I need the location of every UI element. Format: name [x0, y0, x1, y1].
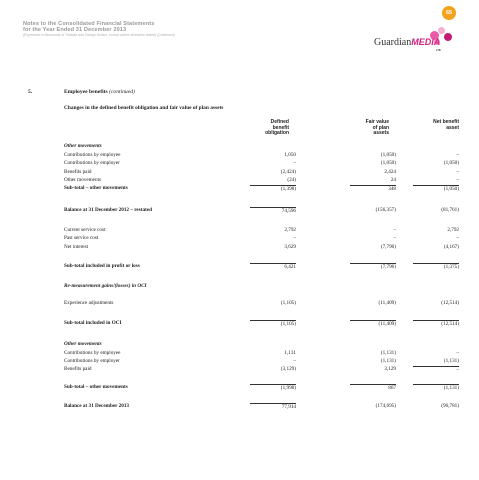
- row-label: Sub-total – other movements: [64, 185, 128, 191]
- row-value: 2,792: [284, 227, 296, 233]
- row-value: (12,514): [413, 320, 459, 327]
- row-value: (11,409): [350, 320, 396, 327]
- row-value: (1,105): [250, 320, 296, 327]
- guardian-media-logo: GuardianMEDIA LTD: [374, 27, 454, 57]
- table-row: [64, 152, 459, 159]
- row-value: 77,914: [250, 403, 296, 410]
- row-value: (1,131): [413, 384, 459, 391]
- table-row: [64, 350, 459, 357]
- table-row: [64, 300, 459, 307]
- table-row: [64, 207, 459, 214]
- row-value: (1,131): [380, 358, 396, 364]
- row-label: Other movements: [64, 341, 102, 347]
- row-value: –: [456, 152, 459, 158]
- row-label: Contributions by employee: [64, 152, 121, 158]
- table-row: [64, 177, 459, 184]
- row-value: (1,105): [280, 300, 296, 306]
- row-value: (1,050): [380, 160, 396, 166]
- row-value: (1,398): [250, 185, 296, 192]
- column-header-fair-value-plan-assets: Fair value of plan assets: [365, 119, 389, 137]
- row-value: (174,695): [375, 403, 396, 409]
- row-value: 1,050: [284, 152, 296, 158]
- row-value: (1,050): [380, 152, 396, 158]
- section-number: 5.: [28, 89, 33, 95]
- row-value: –: [413, 366, 459, 373]
- row-value: 3,129: [384, 366, 396, 372]
- row-value: (12,514): [441, 300, 459, 306]
- row-value: (11,409): [378, 300, 396, 306]
- row-value: 348: [350, 185, 396, 192]
- row-value: (1,131): [380, 350, 396, 356]
- row-label: Sub-total included in profit or loss: [64, 263, 140, 269]
- row-label: Balance at 31 December 2012 – restated: [64, 207, 152, 213]
- row-value: 867: [350, 384, 396, 391]
- row-value: (1,050): [443, 160, 459, 166]
- row-value: –: [293, 358, 296, 364]
- row-value: (1,998): [250, 384, 296, 391]
- row-value: (1,375): [413, 263, 459, 270]
- section-title: Employee benefits (continued): [64, 89, 135, 95]
- page-number-badge: 65: [442, 6, 456, 20]
- table-row: [64, 185, 459, 192]
- row-label: Experience adjustments: [64, 300, 114, 306]
- row-value: (7,796): [350, 263, 396, 270]
- table-row: [64, 358, 459, 365]
- header-note: (Expressed in thousands of Trinidad and Tobago Dollars, except where otherwise stated) (Continued): [23, 33, 175, 37]
- row-label: Past service cost: [64, 235, 99, 241]
- row-value: 74,596: [250, 207, 296, 214]
- row-value: (24): [287, 177, 296, 183]
- row-value: 2,424: [384, 169, 396, 175]
- row-label: Sub-total included in OCI: [64, 320, 122, 326]
- row-value: –: [293, 160, 296, 166]
- row-label: Sub-total – other movements: [64, 384, 128, 390]
- row-value: 3,629: [284, 244, 296, 250]
- table-subtitle: Changes in the defined benefit obligation and fair value of plan assets: [64, 105, 224, 111]
- row-label: Contributions by employer: [64, 358, 120, 364]
- column-header-net-benefit-asset: Net benefit asset: [433, 119, 459, 131]
- row-value: –: [393, 227, 396, 233]
- column-header-defined-benefit-obligation: Defined benefit obligation: [265, 119, 289, 137]
- row-value: (3,129): [280, 366, 296, 372]
- row-value: (81,761): [441, 207, 459, 213]
- table-row: [64, 160, 459, 167]
- table-row: [64, 169, 459, 176]
- row-value: 1,131: [284, 350, 296, 356]
- row-value: 6,421: [250, 263, 296, 270]
- row-value: (2,424): [280, 169, 296, 175]
- row-label: Other movements: [64, 177, 102, 183]
- row-label: Net interest: [64, 244, 89, 250]
- row-value: (156,357): [375, 207, 396, 213]
- table-row: [64, 244, 459, 251]
- row-value: 24: [390, 177, 396, 183]
- row-label: Contributions by employee: [64, 350, 121, 356]
- row-value: (7,796): [380, 244, 396, 250]
- row-value: (4,167): [443, 244, 459, 250]
- row-value: (1,131): [443, 358, 459, 364]
- row-value: (96,781): [441, 403, 459, 409]
- row-label: Other movements: [64, 143, 102, 149]
- row-label: Contributions by employer: [64, 160, 120, 166]
- row-label: Balance at 31 December 2013: [64, 403, 130, 409]
- table-row: [64, 143, 459, 150]
- row-value: (1,050): [413, 185, 459, 192]
- row-label: Benefits paid: [64, 366, 92, 372]
- row-label: Current service cost: [64, 227, 106, 233]
- row-value: –: [456, 177, 459, 183]
- table-row: [64, 384, 459, 391]
- row-value: 2,792: [447, 227, 459, 233]
- table-row: [64, 263, 459, 270]
- row-value: –: [393, 235, 396, 241]
- row-label: Re-measurement gains/(losses) in OCI: [64, 283, 147, 289]
- row-value: –: [456, 235, 459, 241]
- table-row: [64, 283, 459, 290]
- header-period: for the Year Ended 31 December 2013: [23, 27, 127, 33]
- row-label: Benefits paid: [64, 169, 92, 175]
- table-row: [64, 341, 459, 348]
- table-row: [64, 320, 459, 327]
- table-row: [64, 227, 459, 234]
- table-row: [64, 366, 459, 373]
- table-row: [64, 403, 459, 410]
- row-value: –: [293, 235, 296, 241]
- header-title: Notes to the Consolidated Financial Statements: [23, 21, 155, 27]
- row-value: –: [456, 169, 459, 175]
- table-row: [64, 235, 459, 242]
- row-value: –: [456, 350, 459, 356]
